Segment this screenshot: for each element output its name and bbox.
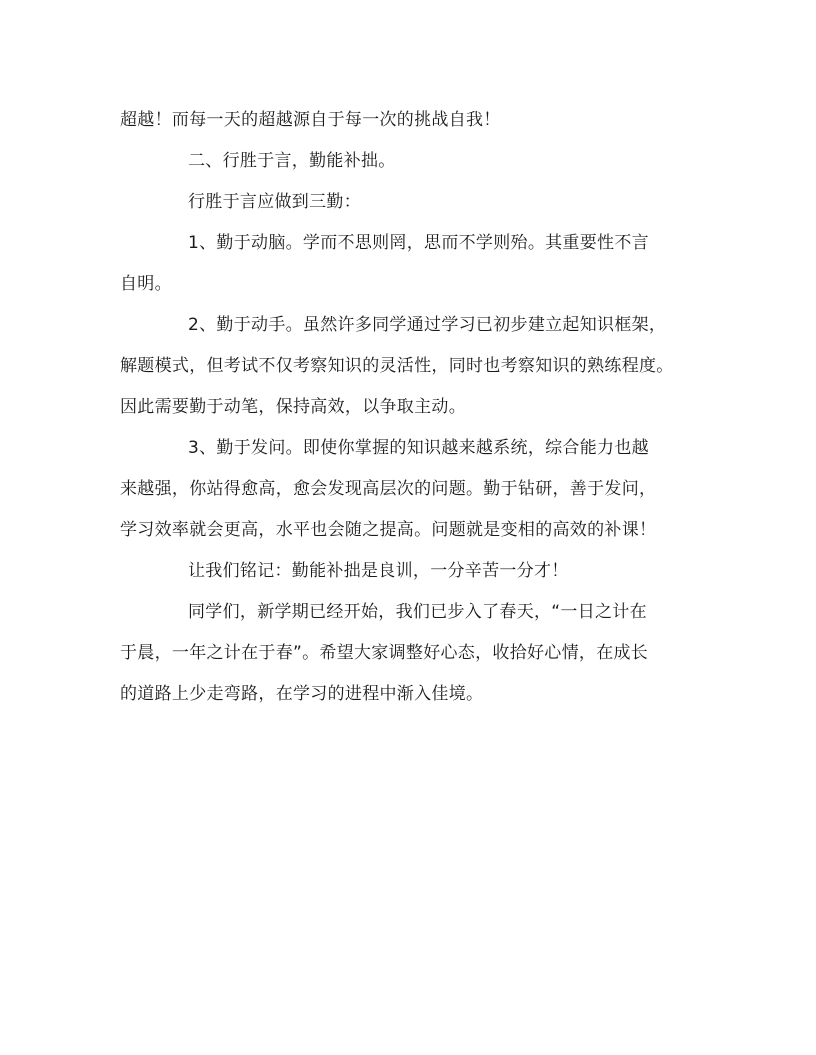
paragraph-intro-conclusion (120, 100, 700, 141)
text-line: 3、勤于发问。即使你掌握的知识越来越系统，综合能力也越 (188, 438, 649, 458)
paragraph-item-1 (120, 223, 700, 305)
paragraph-item-2 (120, 305, 700, 428)
text-line: 让我们铭记：勤能补拙是良训，一分辛苦一分才！ (188, 561, 569, 581)
text-line: 超越！而每一天的超越源自于每一次的挑战自我！ (120, 110, 501, 130)
text-line: 1、勤于动脑。学而不思则罔，思而不学则殆。其重要性不言 (188, 233, 649, 253)
text-line: 同学们，新学期已经开始，我们已步入了春天，“一日之计在 (188, 602, 647, 622)
text-line: 于晨，一年之计在于春”。希望大家调整好心态，收拾好心情，在成长 (120, 643, 649, 663)
text-line: 2、勤于动手。虽然许多同学通过学习已初步建立起知识框架， (188, 315, 667, 335)
text-line: 的道路上少走弯路，在学习的进程中渐入佳境。 (120, 684, 484, 704)
text-line: 来越强，你站得愈高，愈会发现高层次的问题。勤于钻研，善于发问， (120, 479, 657, 499)
text-line: 二、行胜于言，勤能补拙。 (188, 151, 396, 171)
text-line: 学习效率就会更高，水平也会随之提高。问题就是变相的高效的补课！ (120, 520, 657, 540)
document-body (120, 100, 700, 715)
paragraph-three-diligences-lead (120, 182, 700, 223)
section-heading-two (120, 141, 700, 182)
text-line: 因此需要勤于动笔，保持高效，以争取主动。 (120, 397, 466, 417)
text-line: 自明。 (120, 274, 172, 294)
paragraph-item-3 (120, 428, 700, 551)
paragraph-motto (120, 551, 700, 592)
paragraph-closing (120, 592, 700, 715)
text-line: 解题模式，但考试不仅考察知识的灵活性，同时也考察知识的熟练程度。 (120, 356, 674, 376)
text-line: 行胜于言应做到三勤： (188, 192, 361, 212)
